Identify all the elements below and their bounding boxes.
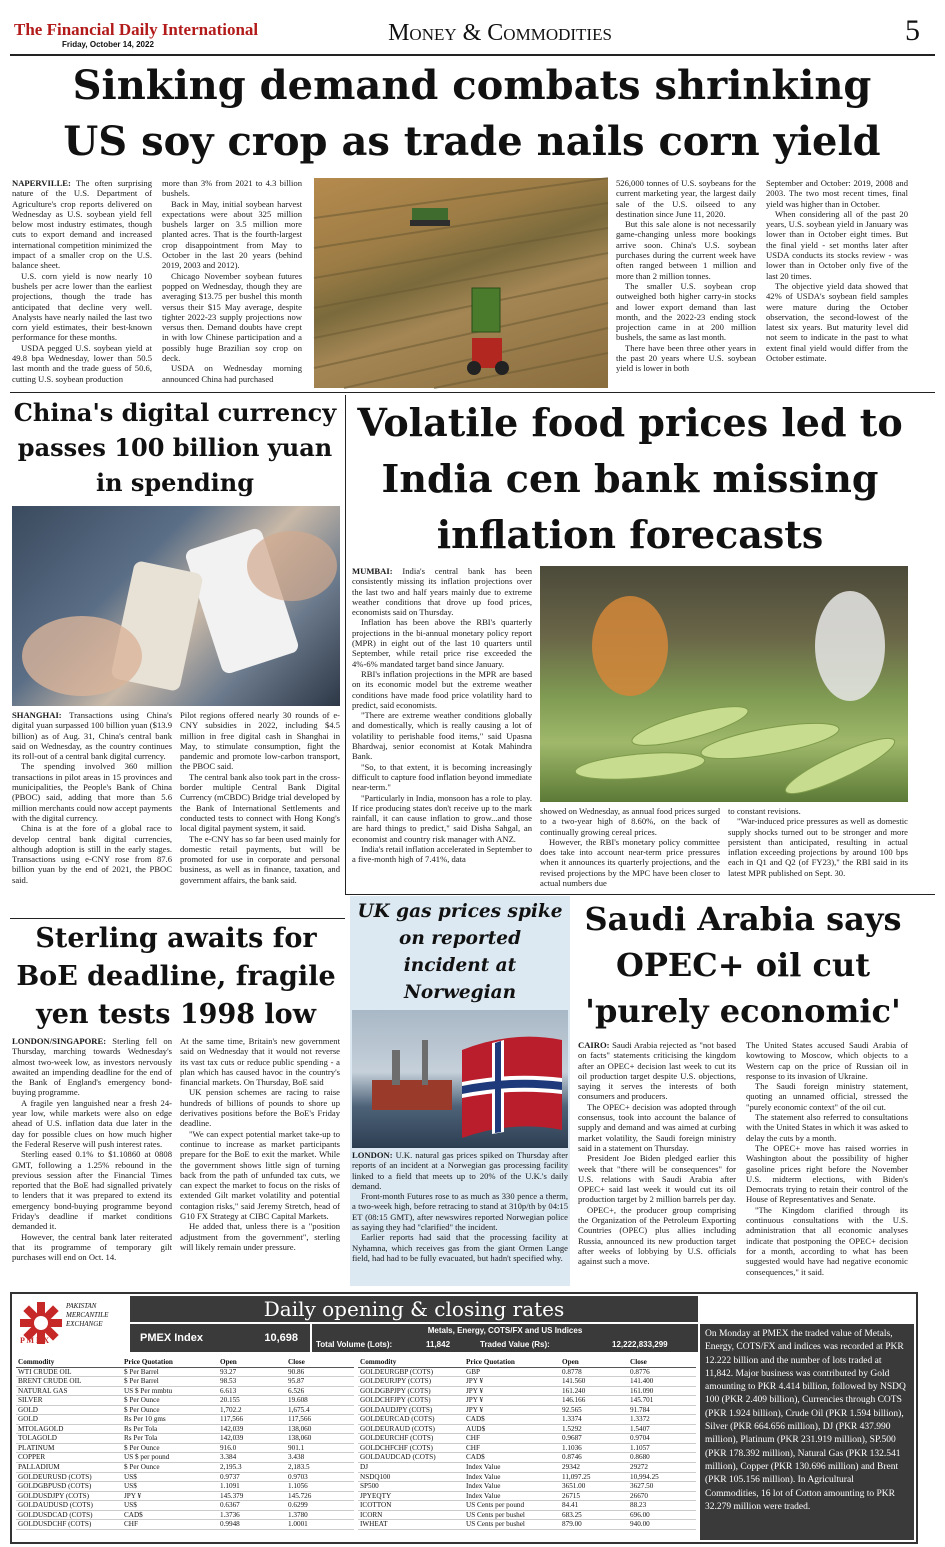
open-cell: 0.8746 — [560, 1453, 628, 1463]
paragraph: 526,000 tonnes of U.S. soybeans for the current marketing year, the largest daily sale of the U.S. oilseed to any destination since June 11, 2020. — [616, 178, 756, 219]
close-cell: 0.9704 — [628, 1434, 696, 1444]
col-header: Price Quotation — [464, 1358, 560, 1367]
open-cell: 92.565 — [560, 1405, 628, 1415]
quotation-cell: JPY ¥ — [464, 1386, 560, 1396]
rates-table — [358, 1358, 696, 1530]
table-row — [16, 1482, 354, 1492]
pmex-logo — [16, 1298, 124, 1348]
dateline: SHANGHAI: — [12, 710, 62, 720]
table-row — [16, 1415, 354, 1425]
col-header: Close — [628, 1358, 696, 1367]
table-row — [358, 1463, 696, 1473]
paragraph: Inflation has been above the RBI's quarterly projections in the bi-annual monetary policy report (MPR) in eight out of the last 10 quarters until September, while retail price rise exceeded the 4%-6% mandated target band since January. — [352, 617, 532, 669]
quotation-cell: $ Per Ounce — [122, 1463, 218, 1473]
paragraph: But this sale alone is not necessarily game-changing unless more bookings arrive soon. China's U.S. soybean purchases during the current week have often ranged between 1 million and more than 2 million tonnes. — [616, 219, 756, 281]
volume-bar — [312, 1324, 698, 1352]
tractor-illustration — [314, 178, 608, 388]
table-row — [358, 1434, 696, 1444]
commodity-cell: NATURAL GAS — [16, 1386, 122, 1396]
ukgas-col-1 — [352, 1150, 568, 1284]
total-volume-value: 11,842 — [426, 1340, 451, 1349]
quotation-cell: $ Per Ounce — [122, 1443, 218, 1453]
saudi-col-2 — [746, 1040, 908, 1288]
table-row — [358, 1405, 696, 1415]
commodity-cell: JPYEQTY — [358, 1491, 464, 1501]
table-row — [358, 1510, 696, 1520]
quotation-cell: US $ per pound — [122, 1453, 218, 1463]
logo-abbr: P M E X — [20, 1336, 50, 1345]
col-header: Commodity — [16, 1358, 122, 1367]
table-row — [16, 1443, 354, 1453]
open-cell: 2,195.3 — [218, 1463, 286, 1473]
paragraph: The central bank also took part in the cross-border multiple Central Bank Digital Currency (mCBDC) Bridge trial developed by the Bank of International Settlements and conducted tests to connect with Hong Kong's local digital payment system, it said. — [180, 771, 340, 834]
commodity-cell: SP500 — [358, 1482, 464, 1492]
paragraph — [578, 1040, 736, 1102]
commodity-cell: GOLDCHFJPY (COTS) — [358, 1396, 464, 1406]
paragraph: "So, to that extent, it is becoming increasingly difficult to capture food inflation beyond immediate near-term." — [352, 761, 532, 793]
commodity-cell: TOLAGOLD — [16, 1434, 122, 1444]
paragraph: "The Kingdom clarified through its continuous consultations with the U.S. administration that all economic analyses indicate that postponing the OPEC+ decision for a month, according to what has been suggested would have had negative economic consequences," it said. — [746, 1204, 908, 1277]
quotation-cell: Rs Per Tola — [122, 1424, 218, 1434]
close-cell: 3627.50 — [628, 1482, 696, 1492]
quotation-cell: CAD$ — [464, 1453, 560, 1463]
paragraph: Earlier reports had said that the processing facility at Nyhamna, which receives gas from the giant Ormen Lange field, had had to be fully evacuated, but hadn't specified why. — [352, 1232, 568, 1263]
table-row — [358, 1491, 696, 1501]
quotation-cell: JPY ¥ — [464, 1405, 560, 1415]
quotation-cell: Index Value — [464, 1482, 560, 1492]
quotation-cell: US$ — [122, 1482, 218, 1492]
section-rule — [10, 392, 935, 393]
india-col-2 — [540, 806, 720, 891]
commodity-cell: PLATINUM — [16, 1443, 122, 1453]
paragraph: "We can expect potential market take-up to continue to increase as market participants prepare for the BoE to exit the market. While the government shows little sign of turning back from the path of unfunded tax cuts, we can expect the market to focus on the risks of extended Gilt market volatility and potential contagion risks," said Jeremy Stretch, head of G10 FX Strategy at CIBC Capital Markets. — [180, 1128, 340, 1222]
close-cell: 940.00 — [628, 1520, 696, 1530]
close-cell: 1.1056 — [286, 1482, 354, 1492]
quotation-cell: US$ — [122, 1501, 218, 1511]
india-col-3 — [728, 806, 908, 891]
close-cell: 10,994.25 — [628, 1472, 696, 1482]
quotation-cell: $ Per Ounce — [122, 1405, 218, 1415]
paragraph: Back in May, initial soybean harvest expectations were about 325 million bushels larger on 3.5 million more planted acres. That is the fourth-largest crop disappointment from May to October in the last 20 years (behind 2019, 2003 and 2012). — [162, 198, 302, 271]
close-cell: 6.526 — [286, 1386, 354, 1396]
table-row — [358, 1367, 696, 1377]
soy-headline: Sinking demand combats shrinking US soy crop as trade nails corn yield — [63, 62, 881, 165]
open-cell: 146.166 — [560, 1396, 628, 1406]
table-row — [16, 1472, 354, 1482]
commodity-cell: NSDQ100 — [358, 1472, 464, 1482]
paragraph: The United States accused Saudi Arabia of kowtowing to Moscow, which objects to a Western cap on the price of Russian oil in response to its invasion of Ukraine. — [746, 1040, 908, 1081]
open-cell: 1.3374 — [560, 1415, 628, 1425]
open-cell: 6.613 — [218, 1386, 286, 1396]
commodity-cell: MTOLAGOLD — [16, 1424, 122, 1434]
table-row — [16, 1501, 354, 1511]
close-cell: 91.784 — [628, 1405, 696, 1415]
open-cell: 11,097.25 — [560, 1472, 628, 1482]
text: The often surprising nature of the U.S. Department of Agriculture's crop reports delivered on Wednesday as U.S. soybean yield fell below most industry estimates, though cuts to export demand and increased international competition minimized the impact of a smaller crop on the U.S. balance sheet. — [12, 178, 152, 271]
commodity-cell: DJ — [358, 1463, 464, 1473]
ukgas-headline: UK gas prices spike on reported incident at Norwegian — [357, 901, 563, 1003]
table-row — [358, 1453, 696, 1463]
table-row — [358, 1386, 696, 1396]
dateline: CAIRO: — [578, 1040, 610, 1050]
close-cell: 1,675.4 — [286, 1405, 354, 1415]
commodity-cell: GOLDAUDUSD (COTS) — [16, 1501, 122, 1511]
norway-flag-illustration — [352, 1010, 568, 1148]
close-cell: 0.8776 — [628, 1367, 696, 1377]
table-row — [16, 1510, 354, 1520]
open-cell: 98.53 — [218, 1377, 286, 1387]
open-cell: 141.560 — [560, 1377, 628, 1387]
commodity-cell: GOLDEURGBP (COTS) — [358, 1367, 464, 1377]
india-col-1 — [352, 566, 532, 891]
paragraph: The objective yield data showed that 42% of USDA's soybean field samples were mature during the October observation, the second-lowest of the latest six years. But maturity level did not seem to indicate in the past to what extent final yield would differ from the October estimate. — [766, 280, 908, 364]
paragraph: The spending involved 360 million transactions in pilot areas in 15 provinces and municipalities, the People's Bank of China (PBOC) said, adding that more than 5.6 million merchants could now accept payments with the digital currency. — [12, 761, 172, 823]
paragraph: RBI's inflation projections in the MPR are based on its economic model but the extreme weather conditions have made food price volatility hard to predict, said economists. — [352, 668, 532, 710]
close-cell: 161.090 — [628, 1386, 696, 1396]
paragraph: "There are extreme weather conditions globally and domestically, which is really causing a lot of volatility to perishable food items," said Upasna Bhardwaj, senior economist at Kotak Mahindra Bank. — [352, 710, 532, 762]
paragraph: Front-month Futures rose to as much as 330 pence a therm, a two-week high, before retracing to stand at 310p/th by 04:15 ET (08:15 GMT), after newswires reported Norwegian police as saying they had "clarified" the incident. — [352, 1191, 568, 1233]
paragraph: However, the RBI's monetary policy committee does take into account near-term price pressures when it announces its quarterly projections, and the revised projections by the MPC have been closer to actual numbers due — [540, 836, 720, 889]
text: Saudi Arabia rejected as "not based on facts" statements criticising the kingdom after an OPEC+ decision last week to cut its oil production target despite U.S. objections, saying it serves the interests of both consumers and producers. — [578, 1040, 736, 1102]
open-cell: 879.00 — [560, 1520, 628, 1530]
china-headline: China's digital currency passes 100 billion yuan in spending — [13, 398, 337, 497]
dateline: LONDON: — [352, 1150, 393, 1160]
paragraph: UK pension schemes are racing to raise hundreds of billions of pounds to shore up derivatives positions before the BoE's Friday deadline. — [180, 1087, 340, 1129]
quotation-cell: US Cents per pound — [464, 1501, 560, 1511]
commodity-cell: GOLDAUDJPY (COTS) — [358, 1405, 464, 1415]
open-cell: 1.1036 — [560, 1443, 628, 1453]
table-row — [16, 1463, 354, 1473]
paragraph: There have been three other years in the past 20 years where U.S. soybean yield is lower in both — [616, 342, 756, 374]
open-cell: 142,039 — [218, 1434, 286, 1444]
quotation-cell: CHF — [122, 1520, 218, 1530]
saudi-col-1 — [578, 1040, 736, 1288]
table-row — [358, 1377, 696, 1387]
paragraph: The smaller U.S. soybean crop outweighed both higher carry-in stocks and lower export demand than last month, and the 2022-23 ending stock projection came in at 200 million bushels, the same as last month. — [616, 280, 756, 343]
table-row — [16, 1453, 354, 1463]
close-cell: 901.1 — [286, 1443, 354, 1453]
quotation-cell: $ Per Barrel — [122, 1377, 218, 1387]
index-label: PMEX Index — [140, 1332, 203, 1344]
close-cell: 117,566 — [286, 1415, 354, 1425]
commodity-cell: GOLDUSDCHF (COTS) — [16, 1520, 122, 1530]
table-row — [358, 1520, 696, 1530]
open-cell: 20.155 — [218, 1396, 286, 1406]
close-cell: 90.86 — [286, 1367, 354, 1377]
quotation-cell: CAD$ — [122, 1510, 218, 1520]
logo-text: PAKISTAN MERCANTILE EXCHANGE — [66, 1302, 109, 1328]
harvest-photo — [314, 178, 608, 388]
quotation-cell: CAD$ — [464, 1415, 560, 1425]
section-rule — [345, 894, 935, 895]
commodity-cell: GOLDCHFCHF (COTS) — [358, 1443, 464, 1453]
open-cell: 84.41 — [560, 1501, 628, 1511]
close-cell: 0.8680 — [628, 1453, 696, 1463]
total-volume-label: Total Volume (Lots): — [316, 1340, 393, 1349]
china-col-1 — [12, 710, 172, 915]
close-cell: 26670 — [628, 1491, 696, 1501]
table-row — [16, 1491, 354, 1501]
vegetables-illustration — [540, 566, 908, 802]
table-row — [358, 1482, 696, 1492]
close-cell: 141.400 — [628, 1377, 696, 1387]
paragraph: At the same time, Britain's new government said on Wednesday that it would not reverse its vast tax cuts or reduce public spending - a plan which has caused havoc in the country's financial markets. On Thursday, BoE said — [180, 1036, 340, 1088]
rates-title: Daily opening & closing rates — [130, 1296, 698, 1322]
rates-subtitle: Metals, Energy, COTS/FX and US Indices — [427, 1326, 583, 1335]
paragraph: USDA on Wednesday morning announced China had purchased — [162, 363, 302, 384]
paragraph — [352, 566, 532, 617]
paragraph: The OPEC+ move has raised worries in Washington about the possibility of higher gasoline prices right before the November U.S. midterm elections, with Biden's Democrats trying to retain their control of the House of Representatives and Senate. — [746, 1142, 908, 1205]
quotation-cell: $ Per Ounce — [122, 1396, 218, 1406]
quotation-cell: Index Value — [464, 1472, 560, 1482]
index-value: 10,698 — [264, 1332, 298, 1344]
text: Sterling fell on Thursday, marching towards Wednesday's almost two-week low, as investors nervously awaited an impending deadline for the end of the Bank of England's emergency bond-buying programme. — [12, 1036, 172, 1098]
digital-yuan-photo — [12, 506, 340, 706]
paragraph: "War-induced price pressures as well as domestic supply shocks turned out to be stronger and more persistent than anticipated, resulting in actual inflation exceeding projections by around 100 bps each in Q1 and Q2 (of FY23)," the RBI said in its latest MPR published on Sept. 30. — [728, 816, 908, 878]
open-cell: 1.5292 — [560, 1424, 628, 1434]
paragraph: A fragile yen languished near a fresh 24-year low, while markets were also on edge ahead of U.S. inflation data due later in the day for possible clues on how much higher the Federal Reserve will push interest rates. — [12, 1097, 172, 1149]
sterling-headline: Sterling awaits for BoE deadline, fragile yen tests 1998 low — [16, 923, 336, 1030]
column-rule — [345, 395, 346, 895]
paragraph: Chicago November soybean futures popped on Wednesday, though they are averaging $13.75 per bushel this month versus their $15 May average, despite tighter 2022-23 supply projections now versus then. Demand doubts have crept in with low Chinese participation and a possibly huge Brazilian soy crop on deck. — [162, 270, 302, 364]
dateline: NAPERVILLE: — [12, 178, 71, 188]
traded-value-label: Traded Value (Rs): — [480, 1340, 550, 1349]
quotation-cell: JPY ¥ — [464, 1396, 560, 1406]
paragraph: to constant revisions. — [728, 806, 801, 816]
open-cell: 29342 — [560, 1463, 628, 1473]
paragraph: The statement also referred to consultations with the United States in which it was asked to delay the cuts by a month. — [746, 1112, 908, 1143]
open-cell: 145.379 — [218, 1491, 286, 1501]
paragraph: OPEC+, the producer group comprising the Organization of the Petroleum Exporting Countries (OPEC) plus allies including Russia, announced its new production target after weeks of lobbying by U.S. officials against such a move. — [578, 1204, 736, 1267]
close-cell: 3.438 — [286, 1453, 354, 1463]
quotation-cell: Rs Per Tola — [122, 1434, 218, 1444]
table-row — [358, 1501, 696, 1511]
open-cell: 117,566 — [218, 1415, 286, 1425]
dateline: MUMBAI: — [352, 566, 393, 576]
paragraph: President Joe Biden pledged earlier this week that "there will be consequences" for U.S. relations with Saudi Arabia after OPEC+ said last week it would cut its oil production target by 2 million barrels per day. — [578, 1153, 736, 1205]
paragraph: Pilot regions offered nearly 30 rounds of e-CNY subsidies in 2022, including $4.5 million in free digital cash in Shanghai in May, to stimulate consumption, fight the pandemic and promote low-carbon transport, the PBOC said. — [180, 710, 340, 772]
index-bar — [130, 1324, 310, 1352]
close-cell: 1.1057 — [628, 1443, 696, 1453]
close-cell: 145.701 — [628, 1396, 696, 1406]
open-cell: 0.9948 — [218, 1520, 286, 1530]
commodity-cell: GOLDEURAUD (COTS) — [358, 1424, 464, 1434]
paragraph: USDA pegged U.S. soybean yield at 49.8 bpa Wednesday, lower than 50.5 last month and the trade guess of 50.6, cutting U.S. soybean production — [12, 342, 152, 384]
paragraph — [12, 710, 172, 761]
table-row — [358, 1396, 696, 1406]
close-cell: 696.00 — [628, 1510, 696, 1520]
paper-name: The Financial Daily International — [14, 20, 259, 39]
close-cell: 1.3372 — [628, 1415, 696, 1425]
close-cell: 1.5407 — [628, 1424, 696, 1434]
traded-value: 12,222,833,299 — [612, 1340, 668, 1349]
rates-panel — [10, 1292, 918, 1544]
table-row — [16, 1424, 354, 1434]
rates-summary: On Monday at PMEX the traded value of Metals, Energy, COTS/FX and indices was recorded at PKR 12.222 billion and the number of lots traded at 11,842. Major business was contributed by Gold amounting to PKR 4.414 billion, followed by NSDQ 100 (PKR 2.409 billion), Currencies through COTS (PKR 1.924 billion), Crude Oil (PKR 1.594 billion), Silver (PKR 664.656 million), DJ (PKR 437.990 million), Platinum (PKR 231.919 million), SP.500 (PKR 178.392 million), Natural Gas (PKR 132.541 million), Copper (PKR 130.696 million) and Brent (PKR 105.156 million). In Agricultural Commodities, 16 lot of Cotton amounting to PKR 32.279 million were traded. — [700, 1324, 914, 1540]
commodity-cell: GOLDGBPJPY (COTS) — [358, 1386, 464, 1396]
col-header: Close — [286, 1358, 354, 1367]
paragraph: more than 3% from 2021 to 4.3 billion bushels. — [162, 178, 302, 199]
china-col-2 — [180, 710, 340, 915]
masthead — [0, 0, 945, 58]
col-header: Open — [218, 1358, 286, 1367]
phone-illustration — [12, 506, 340, 706]
paragraph: The e-CNY has so far been used mainly for domestic retail payments, but will be promoted for use in corporate and personal business, as well as in finance, taxation, and government affairs, the bank said. — [180, 833, 340, 885]
saudi-headline: Saudi Arabia says OPEC+ oil cut 'purely economic' — [584, 900, 902, 1030]
open-cell: 916.0 — [218, 1443, 286, 1453]
close-cell: 29272 — [628, 1463, 696, 1473]
soy-col-4 — [766, 178, 908, 388]
gas-platform-photo — [352, 1010, 568, 1148]
open-cell: 142,039 — [218, 1424, 286, 1434]
close-cell: 145.726 — [286, 1491, 354, 1501]
commodity-cell: PALLADIUM — [16, 1463, 122, 1473]
rates-table-left — [16, 1358, 354, 1540]
quotation-cell: AUD$ — [464, 1424, 560, 1434]
sterling-col-2 — [180, 1036, 340, 1286]
quotation-cell: US Cents per bushel — [464, 1520, 560, 1530]
col-header: Open — [560, 1358, 628, 1367]
commodity-cell: IWHEAT — [358, 1520, 464, 1530]
quotation-cell: US Cents per bushel — [464, 1510, 560, 1520]
quotation-cell: Rs Per 10 gms — [122, 1415, 218, 1425]
close-cell: 1.0001 — [286, 1520, 354, 1530]
quotation-cell: Index Value — [464, 1463, 560, 1473]
close-cell: 2,183.5 — [286, 1463, 354, 1473]
col-header: Commodity — [358, 1358, 464, 1367]
paragraph: The Saudi foreign ministry statement, quoting an unnamed official, stressed the "purely economic context" of the oil cut. — [746, 1081, 908, 1112]
quotation-cell: US $ Per mmbtu — [122, 1386, 218, 1396]
commodity-cell: COPPER — [16, 1453, 122, 1463]
commodity-cell: ICOTTON — [358, 1501, 464, 1511]
close-cell: 95.87 — [286, 1377, 354, 1387]
commodity-cell: GOLDEURCHF (COTS) — [358, 1434, 464, 1444]
section-rule — [10, 918, 345, 919]
open-cell: 1.3736 — [218, 1510, 286, 1520]
section-title: Money & Commodities — [388, 20, 612, 46]
commodity-cell: BRENT CRUDE OIL — [16, 1377, 122, 1387]
close-cell: 19.608 — [286, 1396, 354, 1406]
paragraph — [352, 1150, 568, 1191]
paragraph: India's retail inflation accelerated in September to a five-month high of 7.41%, data — [352, 844, 532, 865]
table-row — [16, 1377, 354, 1387]
rates-table-right — [358, 1358, 696, 1540]
quotation-cell: JPY ¥ — [464, 1377, 560, 1387]
quotation-cell: CHF — [464, 1443, 560, 1453]
open-cell: 0.9737 — [218, 1472, 286, 1482]
paragraph: However, the central bank later reiterated that its programme of temporary gilt purchases will end on Oct. 14. — [12, 1231, 172, 1263]
close-cell: 88.23 — [628, 1501, 696, 1511]
quotation-cell: Index Value — [464, 1491, 560, 1501]
close-cell: 138,060 — [286, 1434, 354, 1444]
table-row — [358, 1443, 696, 1453]
soy-col-2 — [162, 178, 302, 388]
paragraph — [12, 1036, 172, 1098]
text: India's central bank has been consistently missing its inflation projections over the last two and half years mainly due to extreme weather conditions that drove up food prices, economists said on Thursday. — [352, 566, 532, 618]
commodity-cell: SILVER — [16, 1396, 122, 1406]
table-row — [358, 1472, 696, 1482]
quotation-cell: GBP — [464, 1367, 560, 1377]
commodity-cell: ICORN — [358, 1510, 464, 1520]
open-cell: 0.8778 — [560, 1367, 628, 1377]
table-row — [358, 1424, 696, 1434]
commodity-cell: GOLDEURUSD (COTS) — [16, 1472, 122, 1482]
quotation-cell: US$ — [122, 1472, 218, 1482]
col-header: Price Quotation — [122, 1358, 218, 1367]
paragraph: "Particularly in India, monsoon has a role to play. If rice producing states don't receive up to the mark rainfall, it can cause inflation to grow...and those are hard things to predict," said Disha Sahgal, an economist and country risk manager with ANZ. — [352, 792, 532, 844]
commodity-cell: GOLDGBPUSD (COTS) — [16, 1482, 122, 1492]
commodity-cell: GOLDEURCAD (COTS) — [358, 1415, 464, 1425]
vegetable-market-photo — [540, 566, 908, 802]
open-cell: 683.25 — [560, 1510, 628, 1520]
table-row — [16, 1396, 354, 1406]
soy-col-1 — [12, 178, 152, 388]
paragraph: Sterling eased 0.1% to $1.10860 at 0808 GMT, following a 1.25% rebound in the previous session after the Financial Times reported that the BoE had signalled privately to lenders that it was prepared to extend its emergency bond-buying programme beyond Friday's deadline if market conditions demanded it. — [12, 1149, 172, 1232]
close-cell: 0.9703 — [286, 1472, 354, 1482]
table-row — [16, 1367, 354, 1377]
sterling-col-1 — [12, 1036, 172, 1286]
open-cell: 3651.00 — [560, 1482, 628, 1492]
dateline: LONDON/SINGAPORE: — [12, 1036, 107, 1046]
quotation-cell: $ Per Barrel — [122, 1367, 218, 1377]
commodity-cell: GOLDAUDCAD (COTS) — [358, 1453, 464, 1463]
commodity-cell: GOLD — [16, 1405, 122, 1415]
commodity-cell: GOLD — [16, 1415, 122, 1425]
text: U.K. natural gas prices spiked on Thursday after reports of an incident at a Norwegian gas processing facility linked to a field that meets up to 20% of the U.K.'s daily demand. — [352, 1150, 568, 1191]
open-cell: 161.240 — [560, 1386, 628, 1396]
paragraph: When considering all of the past 20 years, U.S. soybean yield in January was lower than in October eight times. But the final yield - set months later after USDA conducts its stocks review - was lower than in October only five of the last 20 times. — [766, 208, 908, 281]
soy-col-3 — [616, 178, 756, 388]
table-row — [16, 1520, 354, 1530]
quotation-cell: JPY ¥ — [122, 1491, 218, 1501]
paragraph: September and October: 2019, 2008 and 2003. The two most recent times, final yield was higher than in October. — [766, 178, 908, 209]
table-row — [16, 1405, 354, 1415]
close-cell: 1.3780 — [286, 1510, 354, 1520]
quotation-cell: CHF — [464, 1434, 560, 1444]
paragraph — [12, 178, 152, 271]
commodity-cell: GOLDEURJPY (COTS) — [358, 1377, 464, 1387]
open-cell: 93.27 — [218, 1367, 286, 1377]
open-cell: 26715 — [560, 1491, 628, 1501]
table-row — [358, 1415, 696, 1425]
paragraph: U.S. corn yield is now nearly 10 bushels per acre lower than the earliest projections, though the trade has anticipated that decline very well. Analysts have nearly nailed the last two corn yield estimates, their best-known performance for these months. — [12, 270, 152, 343]
rates-table — [16, 1358, 354, 1530]
commodity-cell: WTI CRUDE OIL — [16, 1367, 122, 1377]
table-row — [16, 1434, 354, 1444]
paragraph: The OPEC+ decision was adopted through consensus, took into account the balance of supply and demand and was aimed at curbing market volatility, the Saudi foreign ministry said in a statement on Thursday. — [578, 1101, 736, 1153]
open-cell: 0.6367 — [218, 1501, 286, 1511]
close-cell: 138,060 — [286, 1424, 354, 1434]
commodity-cell: GOLDUSDJPY (COTS) — [16, 1491, 122, 1501]
text: Transactions using China's digital yuan surpassed 100 billion yuan ($13.9 billion) as of Aug. 31, China's central bank said on Wednesday, as the country continues its roll-out of a central bank digital currency. — [12, 710, 172, 762]
open-cell: 0.9687 — [560, 1434, 628, 1444]
page-number: 5 — [905, 14, 920, 47]
table-row — [16, 1386, 354, 1396]
open-cell: 1,702.2 — [218, 1405, 286, 1415]
paragraph: He added that, unless there is a "position adjustment from the government", sterling will likely remain under pressure. — [180, 1221, 340, 1252]
masthead-rule — [10, 54, 935, 56]
open-cell: 1.1091 — [218, 1482, 286, 1492]
close-cell: 0.6299 — [286, 1501, 354, 1511]
india-headline: Volatile food prices led to India cen bank missing inflation forecasts — [357, 400, 903, 557]
commodity-cell: GOLDUSDCAD (COTS) — [16, 1510, 122, 1520]
paragraph: showed on Wednesday, as annual food prices surged to a two-year high of 8.60%, on the back of continually growing cereal prices. — [540, 806, 720, 837]
issue-date: Friday, October 14, 2022 — [62, 40, 154, 49]
open-cell: 3.384 — [218, 1453, 286, 1463]
paragraph: China is at the fore of a global race to develop central bank digital currencies, although adoption is still in the early stages. Transactions using e-CNY rose from 87.6 billion yuan by the end of 2021, the PBOC said. — [12, 823, 172, 885]
